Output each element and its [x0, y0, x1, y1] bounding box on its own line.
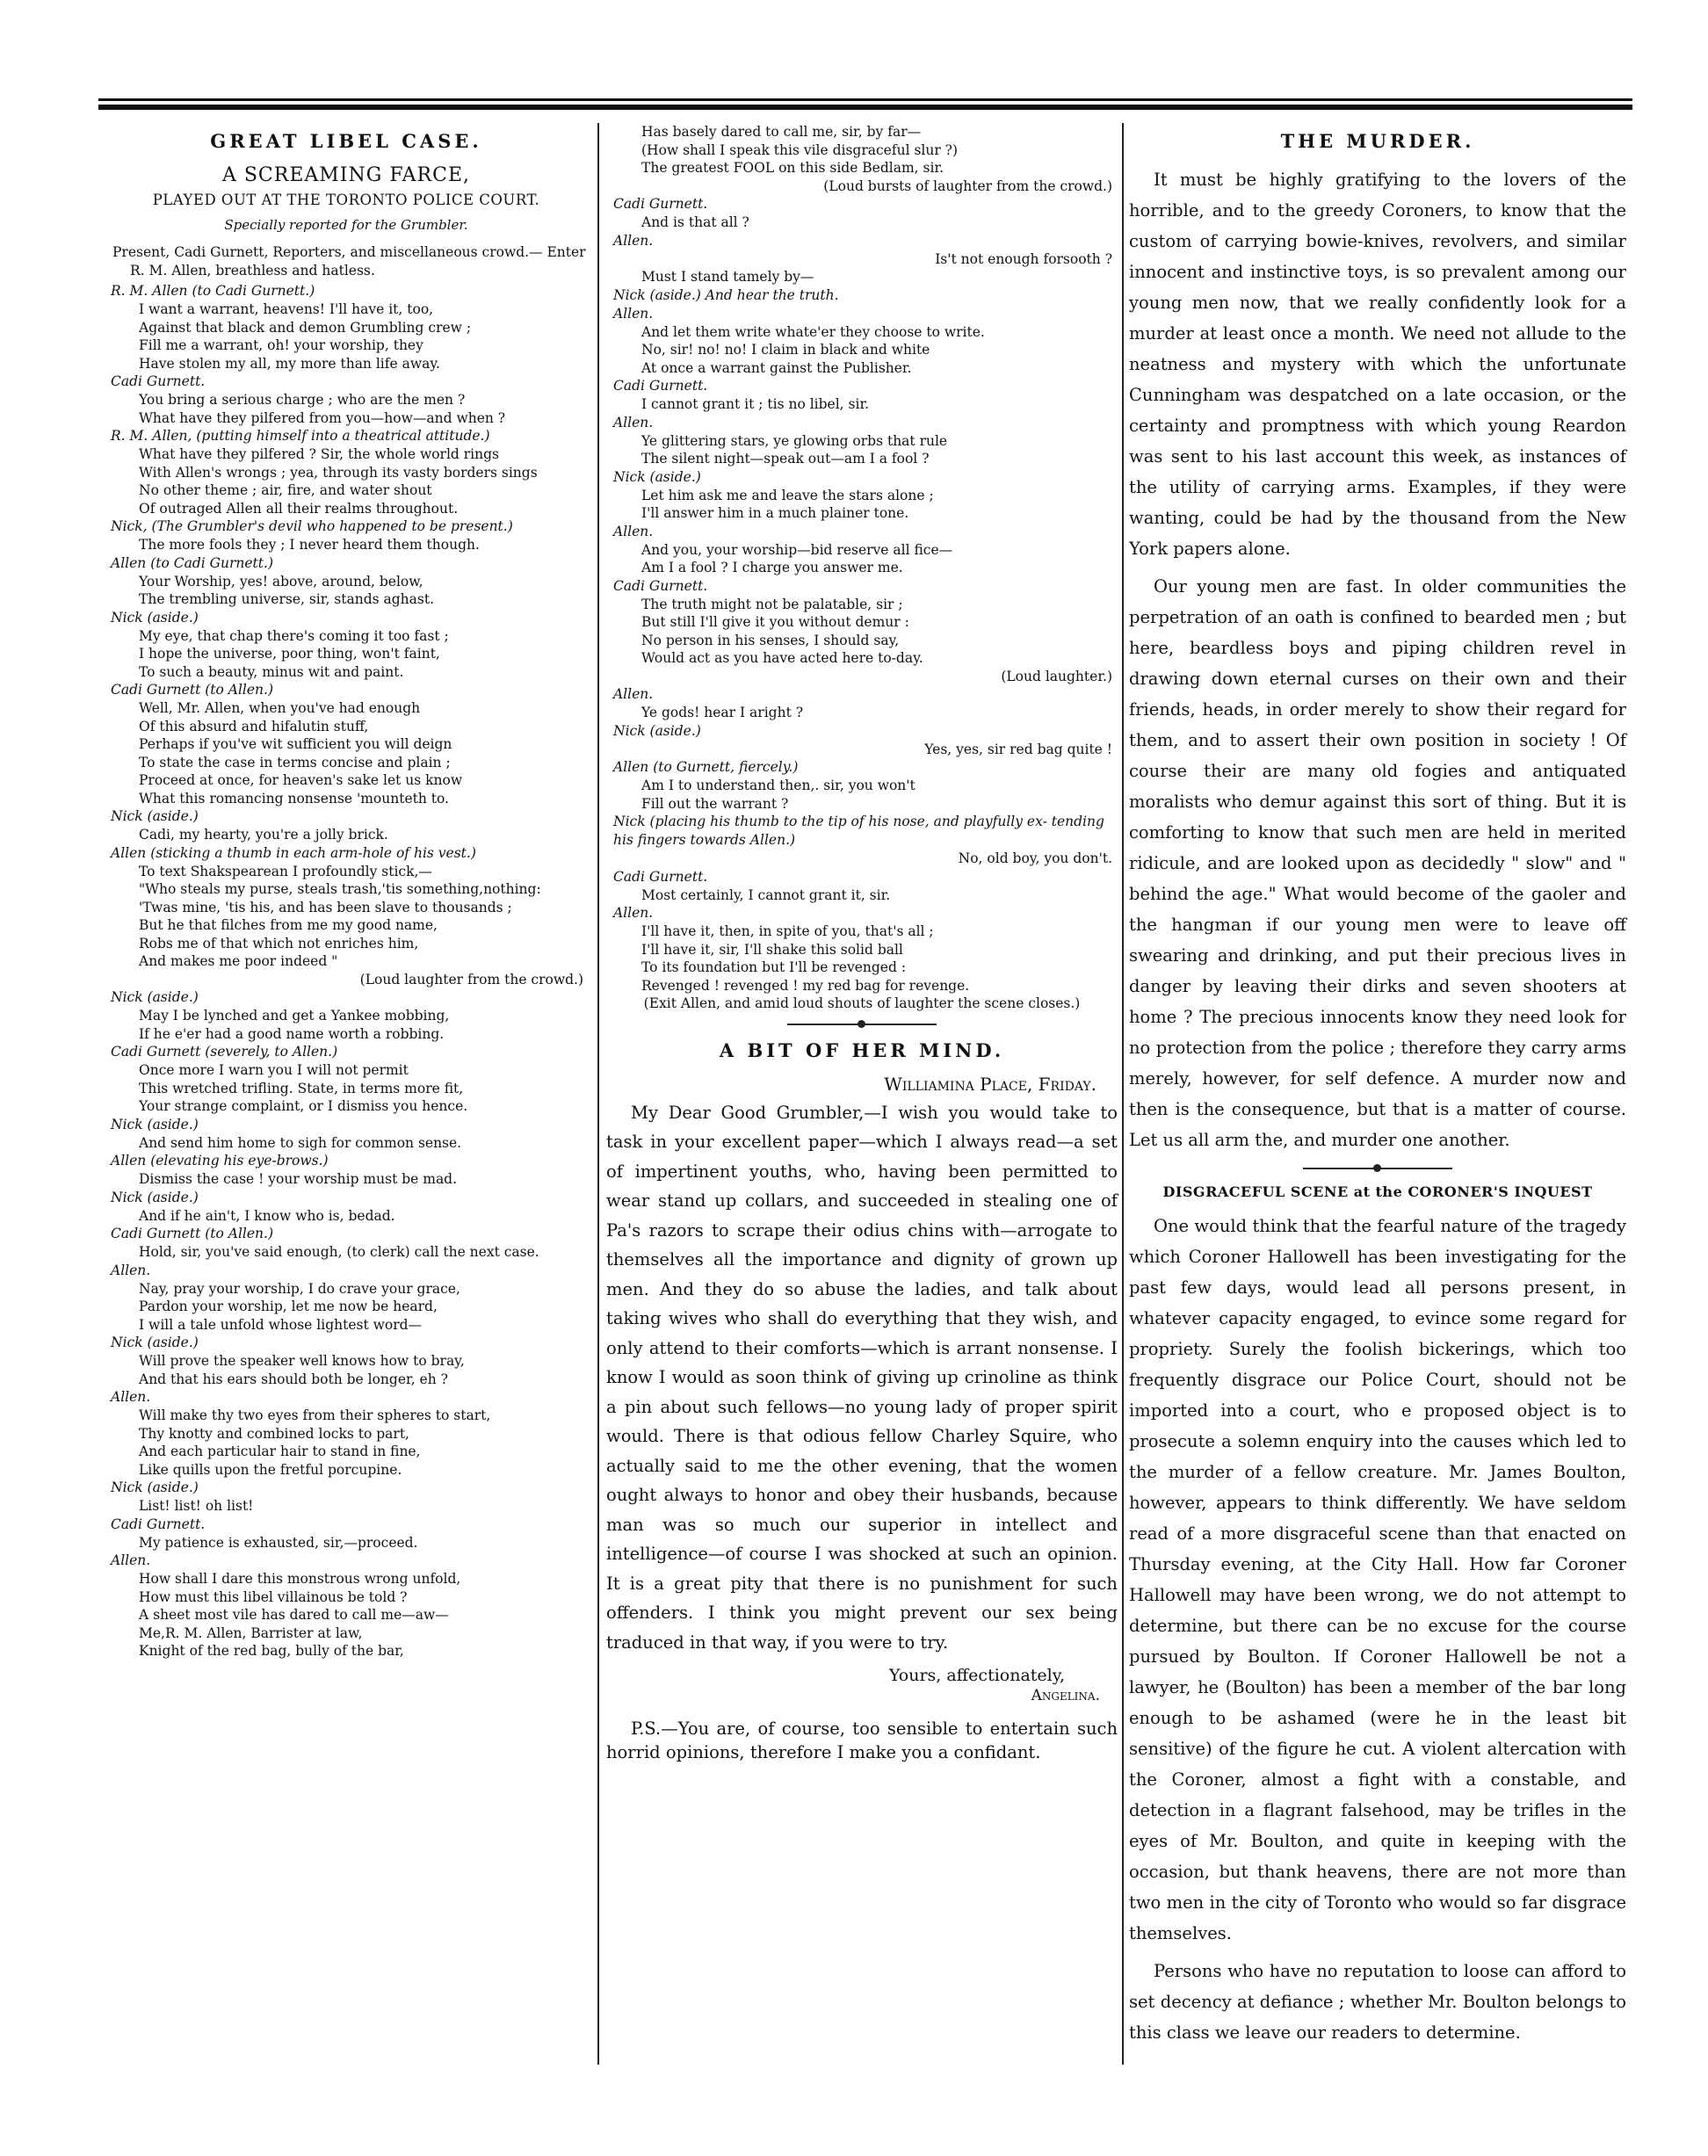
- play-script-continued: [606, 123, 1118, 1013]
- verse-line: I cannot grant it ; tis no libel, sir.: [641, 396, 870, 412]
- verse-line: And send him home to sigh for common sense.: [139, 1134, 462, 1151]
- speaker-label: Allen (to Gurnett, fiercely.): [613, 759, 799, 775]
- verse-line: "Who steals my purse, steals trash,'tis something,nothing:: [139, 881, 541, 897]
- verse-line: Revenged ! revenged ! my red bag for revenge.: [641, 977, 970, 994]
- speaker-label: Cadi Gurnett.: [111, 1516, 206, 1532]
- verse-line: Your Worship, yes! above, around, below,: [139, 573, 423, 590]
- verse-line: Fill out the warrant ?: [641, 795, 789, 812]
- verse-line: Will make thy two eyes from their spheres to start,: [139, 1407, 491, 1423]
- play-script: [104, 243, 589, 1660]
- speaker-label: Nick (aside.): [613, 722, 701, 739]
- verse-line: How shall I dare this monstrous wrong unfold,: [139, 1571, 461, 1587]
- verse-line: And if he ain't, I know who is, bedad.: [139, 1207, 395, 1224]
- verse-line: Nay, pray your worship, I do crave your grace,: [139, 1280, 460, 1297]
- stage-direction: (Loud bursts of laughter from the crowd.): [823, 177, 1112, 194]
- verse-line: No, sir! no! no! I claim in black and white: [641, 342, 930, 358]
- speaker-label: Nick (placing his thumb to the tip of his nose, and playfully ex- tending his fingers towards Allen.): [613, 814, 1104, 848]
- verse-line: To state the case in terms concise and plain ;: [139, 754, 451, 771]
- top-rule: [98, 98, 1632, 101]
- speaker-label: Nick (aside.) And hear the truth.: [613, 286, 839, 303]
- verse-line: And makes me poor indeed ": [139, 953, 338, 969]
- column-middle: [606, 123, 1118, 1764]
- speaker-label: Cadi Gurnett (to Allen.): [111, 1226, 273, 1241]
- verse-line: May I be lynched and get a Yankee mobbing,: [139, 1008, 450, 1024]
- verse-line: And you, your worship—bid reserve all fice—: [641, 541, 953, 558]
- speaker-label: Nick (aside.): [111, 1116, 199, 1132]
- article-title: THE MURDER.: [1280, 130, 1475, 152]
- article-title: GREAT LIBEL CASE.: [210, 130, 482, 152]
- speaker-label: Nick (aside.): [111, 1189, 199, 1205]
- verse-line: Of outraged Allen all their realms throughout.: [139, 500, 459, 517]
- speaker-label: Cadi Gurnett (to Allen.): [111, 682, 273, 698]
- verse-line: To such a beauty, minus wit and paint.: [139, 663, 404, 680]
- article-paragraph: Our young men are fast. In older communities the perpetration of an oath is confined to bearded men ; but here, beardless boys and piping children revel in drawing down eternal curses on their own and their friends, heads, in order merely to show their regard for them, and to assert their own position in society ! Of course their are many old fogies and antiquated moralists who demur against this sort of thing. But it is comforting to know that such men are held in merited ridicule, and are looked upon as decidedly " slow" and " behind the age." What would become of the gaoler and the hangman if our young men were to leave off swearing and drinking, and put their precious lives in danger by leaving their dirks and seven shooters at home ? The precious innocents know they need look for no protection from the police ; therefore they carry arms merely, however, for self defence. A murder now and then is the consequence, but that is a matter of course. Let us all arm the, and murder one another.: [1129, 576, 1626, 1150]
- article-subtitle: A SCREAMING FARCE,: [221, 164, 471, 186]
- verse-line: Like quills upon the fretful porcupine.: [139, 1461, 402, 1478]
- speaker-label: Nick (aside.): [111, 1335, 199, 1350]
- verse-line: I hope the universe, poor thing, won't faint,: [139, 646, 440, 662]
- letter-body: My Dear Good Grumbler,—I wish you would take to task in your excellent paper—which I always read—a set of impertinent youths, who, having been permitted to wear stand up collars, and succeeded in stealing one of Pa's razors to scrape their odius chins with—arrogate to themselves all the importance and dignity of grown up men. And they do so abuse the ladies, and talk about taking wives who shall do everything that they wish, and only attend to their comforts—which is arrant nonsense. I know I would as soon think of giving up crinoline as think a pin about such fellows—no young lady of proper spirit would. There is that odious fellow Charley Squire, who actually said to me the other evening, that the women ought always to honor and obey their husbands, because man was so much our superior in intellect and intelligence—of course I was shocked at such an opinion. It is a great pity that there is no punishment for such offenders. I think you might prevent our sex being traduced in that way, if you were to try.: [606, 1102, 1118, 1653]
- verse-line: Hold, sir, you've said enough, (to clerk) call the next case.: [139, 1244, 539, 1260]
- verse-line: The more fools they ; I never heard them though.: [139, 537, 480, 553]
- verse-line: Me,R. M. Allen, Barrister at law,: [139, 1624, 363, 1641]
- letter-postscript: P.S.—You are, of course, too sensible to entertain such horrid opinions, therefore I make you a confidant.: [606, 1718, 1118, 1762]
- verse-line: I will a tale unfold whose lightest word—: [139, 1316, 423, 1333]
- verse-line: You bring a serious charge ; who are the men ?: [139, 392, 466, 408]
- verse-line: Am I to understand then,. sir, you won't: [641, 778, 916, 793]
- verse-line: Fill me a warrant, oh! your worship, they: [139, 337, 423, 353]
- verse-line: The silent night—speak out—am I a fool ?: [641, 451, 930, 467]
- verse-line: Well, Mr. Allen, when you've had enough: [139, 700, 421, 716]
- speaker-label: Cadi Gurnett.: [111, 373, 206, 389]
- speaker-label: Allen (sticking a thumb in each arm-hole of his vest.): [111, 844, 476, 861]
- verse-line: The truth might not be palatable, sir ;: [641, 596, 903, 612]
- stage-direction: No, old boy, you don't.: [958, 850, 1112, 866]
- article-paragraph: Persons who have no reputation to loose can afford to set decency at defiance ; whether Mr. Boulton belongs to this class we leave our readers to determine.: [1129, 1961, 1626, 2043]
- stage-direction: Is't not enough forsooth ?: [935, 250, 1112, 267]
- verse-line: 'Twas mine, 'tis his, and has been slave to thousands ;: [139, 899, 512, 915]
- speaker-label: Allen.: [613, 905, 654, 921]
- article-title: DISGRACEFUL SCENE at the CORONER'S INQUEST: [1162, 1183, 1593, 1200]
- speaker-label: Cadi Gurnett.: [613, 577, 708, 594]
- verse-line: Let him ask me and leave the stars alone ;: [641, 487, 934, 503]
- speaker-label: Cadi Gurnett.: [613, 868, 708, 885]
- verse-line: Would act as you have acted here to-day.: [641, 650, 923, 666]
- verse-line: I'll answer him in a much plainer tone.: [641, 505, 909, 521]
- verse-line: Most certainly, I cannot grant it, sir.: [641, 886, 891, 903]
- letter-closing: Yours, affectionately,: [888, 1666, 1065, 1685]
- speaker-label: Cadi Gurnett (severely, to Allen.): [111, 1044, 338, 1060]
- speaker-label: Allen.: [613, 232, 654, 249]
- verse-line: How must this libel villainous be told ?: [139, 1588, 408, 1605]
- column-divider: [1122, 123, 1124, 2065]
- verse-line: (How shall I speak this vile disgraceful slur ?): [641, 141, 959, 158]
- verse-line: Have stolen my all, my more than life away.: [139, 355, 440, 372]
- verse-line: Once more I warn you I will not permit: [139, 1062, 409, 1078]
- verse-line: Proceed at once, for heaven's sake let us know: [139, 772, 463, 788]
- verse-line: Against that black and demon Grumbling crew ;: [139, 319, 472, 336]
- verse-line: My patience is exhausted, sir,—proceed.: [139, 1534, 418, 1551]
- verse-line: At once a warrant gainst the Publisher.: [641, 359, 912, 376]
- verse-line: And let them write whate'er they choose to write.: [641, 323, 985, 340]
- speaker-label: R. M. Allen (to Cadi Gurnett.): [111, 283, 315, 299]
- stage-direction: Present, Cadi Gurnett, Reporters, and miscellaneous crowd.— Enter R. M. Allen, breathless and hatless.: [112, 244, 586, 279]
- verse-line: Thy knotty and combined locks to part,: [139, 1425, 409, 1442]
- verse-line: But he that filches from me my good name,: [139, 917, 438, 933]
- speaker-label: Allen (elevating his eye-brows.): [111, 1153, 329, 1168]
- verse-line: No other theme ; air, fire, and water shout: [139, 482, 432, 498]
- verse-line: I'll have it, sir, I'll shake this solid ball: [641, 941, 903, 958]
- verse-line: No person in his senses, I should say,: [641, 632, 900, 648]
- verse-line: Of this absurd and hifalutin stuff,: [139, 718, 369, 734]
- section-divider: [1303, 1162, 1452, 1175]
- speaker-label: Nick (aside.): [613, 468, 701, 485]
- verse-line: Robs me of that which not enriches him,: [139, 935, 419, 951]
- verse-line: Am I a fool ? I charge you answer me.: [641, 560, 903, 575]
- speaker-label: Nick (aside.): [111, 609, 199, 626]
- verse-line: List! list! oh list!: [139, 1498, 254, 1514]
- article-paragraph: One would think that the fearful nature of the tragedy which Coroner Hallowell has been investigating for the past few days, would lead all persons present, in whatever capacity engaged, to evince some regard for propriety. Surely the foolish bickerings, which too frequently disgrace our Police Court, should not be imported into a court, who e proposed object is to prosecute a solemn enquiry into the causes which led to the murder of a fellow creature. Mr. James Boulton, however, appears to think differently. We have seldom read of a more disgraceful scene than that enacted on Thursday evening, at the City Hall. How far Coroner Hallowell may have been wrong, we do not attempt to determine, but there can be no excuse for the course pursued by Boulton. If Coroner Hallowell be not a lawyer, he (Boulton) has been a member of the bar long enough to be ashamed (were he in the least bit sensitive) of the figure he cut. A violent altercation with the Coroner, almost a fight with a constable, and detection in a flagrant falsehood, may be trifles in the eyes of Mr. Boulton, and quite in keeping with the occasion, but thank heavens, there are not more than two men in the city of Toronto who would so far disgrace themselves.: [1129, 1216, 1626, 1943]
- verse-line: To text Shakspearean I profoundly stick,—: [139, 863, 432, 879]
- column-divider: [597, 123, 599, 2065]
- speaker-label: Allen.: [111, 1552, 151, 1568]
- verse-line: To its foundation but I'll be revenged :: [641, 959, 907, 975]
- speaker-label: Nick (aside.): [111, 808, 199, 824]
- stage-direction: (Loud laughter.): [1001, 668, 1112, 684]
- verse-line: The greatest FOOL on this side Bedlam, sir.: [641, 160, 944, 176]
- speaker-label: R. M. Allen, (putting himself into a theatrical attitude.): [111, 428, 490, 444]
- verse-line: I'll have it, then, in spite of you, that's all ;: [641, 923, 934, 939]
- verse-line: A sheet most vile has dared to call me—aw—: [139, 1607, 449, 1623]
- article-paragraph: It must be highly gratifying to the lovers of the horrible, and to the greedy Coroners, to know that the custom of carrying bowie-knives, revolvers, and similar innocent and instinctive toys, is so prevalent among our young men now, that we really confidently look for a murder at least once a month. We need not allude to the neatness and mystery with which the unfortunate Cunningham was despatched on a late occasion, or the certainty and promptness with which young Reardon was sent to his last account this week, as instances of the utility of carrying arms. Examples, if they were wanting, could be had by the thousand from the New York papers alone.: [1129, 170, 1626, 559]
- verse-line: Ye gods! hear I aright ?: [641, 705, 804, 720]
- column-left: [104, 123, 589, 1660]
- verse-line: What have they pilfered ? Sir, the whole world rings: [139, 446, 500, 462]
- stage-direction: (Loud laughter from the crowd.): [359, 971, 583, 988]
- letter-title: A BIT OF HER MIND.: [719, 1038, 1005, 1061]
- verse-line: With Allen's wrongs ; yea, through its vasty borders sings: [139, 464, 538, 481]
- letter-signature: Angelina.: [1031, 1687, 1100, 1704]
- speaker-label: Nick (aside.): [111, 989, 199, 1005]
- speaker-label: Allen.: [613, 414, 654, 430]
- verse-line: Your strange complaint, or I dismiss you hence.: [139, 1098, 468, 1114]
- speaker-label: Allen.: [613, 305, 654, 322]
- speaker-label: Allen.: [111, 1389, 151, 1405]
- speaker-label: Allen (to Cadi Gurnett.): [111, 554, 273, 571]
- top-rule: [98, 105, 1632, 110]
- verse-line: If he e'er had a good name worth a robbing.: [139, 1025, 445, 1042]
- section-divider: [787, 1018, 937, 1031]
- verse-line: Will prove the speaker well knows how to bray,: [139, 1353, 465, 1369]
- verse-line: Perhaps if you've wit sufficient you will deign: [139, 736, 452, 752]
- verse-line: And that his ears should both be longer, eh ?: [139, 1371, 448, 1387]
- verse-line: The trembling universe, sir, stands aghast.: [139, 591, 435, 607]
- verse-line: My eye, that chap there's coming it too fast ;: [139, 627, 449, 644]
- speaker-label: Nick, (The Grumbler's devil who happened to be present.): [111, 518, 513, 534]
- letter-dateline: Williamina Place, Friday.: [884, 1073, 1096, 1095]
- speaker-label: Cadi Gurnett.: [613, 378, 708, 394]
- speaker-label: Nick (aside.): [111, 1480, 199, 1495]
- column-right: [1129, 123, 1626, 2055]
- verse-line: This wretched trifling. State, in terms more fit,: [139, 1080, 464, 1096]
- verse-line: Ye glittering stars, ye glowing orbs that rule: [641, 432, 948, 449]
- verse-line: I want a warrant, heavens! I'll have it, too,: [139, 301, 434, 317]
- article-subtitle-2: PLAYED OUT AT THE TORONTO POLICE COURT.: [152, 192, 540, 208]
- verse-line: Has basely dared to call me, sir, by far—: [641, 124, 922, 140]
- verse-line: Dismiss the case ! your worship must be mad.: [139, 1171, 458, 1187]
- verse-line: What have they pilfered from you—how—and when ?: [139, 409, 506, 426]
- verse-line: Pardon your worship, let me now be heard,: [139, 1299, 438, 1314]
- speaker-label: Cadi Gurnett.: [613, 196, 708, 212]
- verse-line: Cadi, my hearty, you're a jolly brick.: [139, 827, 388, 843]
- verse-line: And is that all ?: [641, 214, 749, 230]
- verse-line: What this romancing nonsense 'mounteth to.: [139, 790, 449, 807]
- verse-line: But still I'll give it you without demur :: [641, 614, 909, 630]
- stage-direction: Yes, yes, sir red bag quite !: [924, 741, 1112, 757]
- speaker-label: Allen.: [613, 523, 654, 539]
- speaker-label: Allen.: [111, 1262, 151, 1278]
- article-byline: Specially reported for the Grumbler.: [224, 217, 468, 233]
- stage-direction: (Exit Allen, and amid loud shouts of laughter the scene closes.): [643, 995, 1081, 1011]
- verse-line: Knight of the red bag, bully of the bar,: [139, 1643, 404, 1659]
- verse-line: Must I stand tamely by—: [641, 269, 814, 285]
- speaker-label: Allen.: [613, 686, 654, 702]
- verse-line: And each particular hair to stand in fine,: [139, 1443, 421, 1459]
